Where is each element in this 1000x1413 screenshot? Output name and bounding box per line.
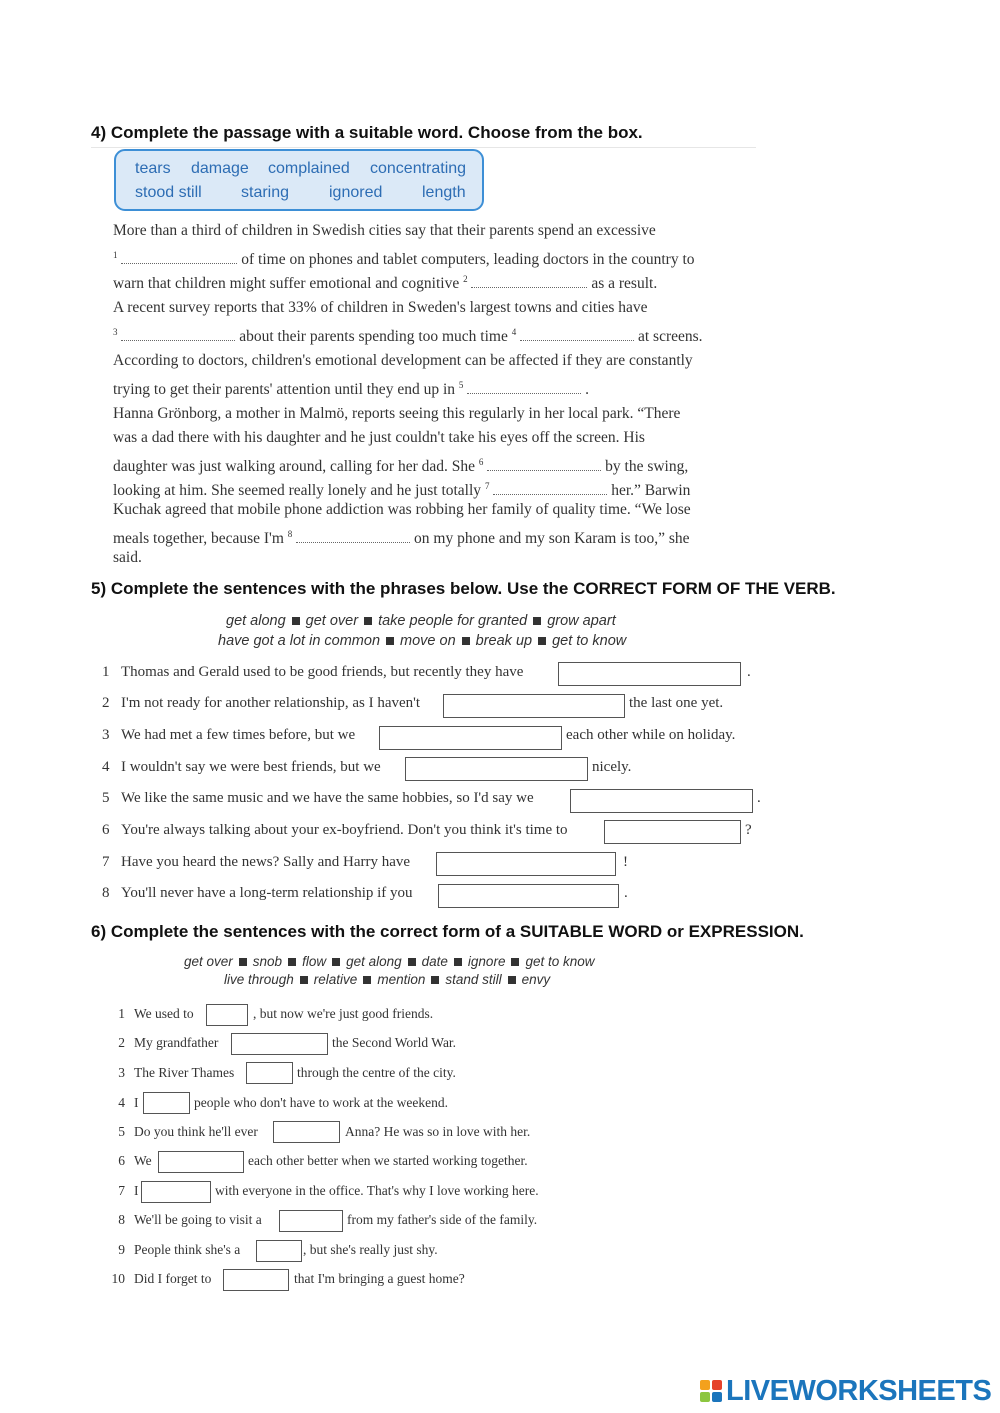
answer-input[interactable]: [231, 1033, 328, 1055]
passage-text: of time on phones and tablet computers, leading doctors in the country to: [241, 251, 695, 269]
gap-number: 1: [113, 250, 118, 260]
passage-line: [113, 373, 763, 402]
logo-square: [712, 1392, 722, 1402]
word-box-item: ignored: [329, 184, 383, 201]
logo-square: [712, 1380, 722, 1390]
phrase: flow: [302, 954, 327, 969]
passage-text: warn that children might suffer emotional and cognitive: [113, 275, 460, 293]
word-box-item: staring: [241, 184, 290, 201]
sentence-number: 7: [102, 854, 110, 870]
logo-square: [700, 1380, 710, 1390]
liveworksheets-logo[interactable]: [700, 1376, 991, 1406]
section-6-heading: 6) Complete the sentences with the correct form of a SUITABLE WORD or EXPRESSION.: [91, 922, 804, 941]
sentence-text: with everyone in the office. That's why I love working here.: [215, 1183, 539, 1198]
gap-1[interactable]: [121, 249, 237, 264]
sentence-number: 4: [102, 759, 110, 775]
gap-number: 5: [458, 380, 464, 390]
phrase: get over: [305, 613, 359, 629]
sentence-text: the last one yet.: [629, 695, 724, 711]
bullet-icon: [462, 637, 470, 645]
passage-text: meals together, because I'm: [113, 530, 284, 548]
answer-input[interactable]: [158, 1151, 244, 1173]
passage-line: Hanna Grönborg, a mother in Malmö, reports seeing this regularly in her local park. “There: [113, 405, 681, 422]
sentence-number: 4: [118, 1095, 125, 1110]
answer-input[interactable]: [558, 662, 741, 686]
phrase: grow apart: [547, 613, 616, 629]
sentence-number: 10: [111, 1271, 125, 1286]
bullet-icon: [408, 958, 416, 966]
gap-number: 6: [478, 457, 484, 467]
passage-line: [113, 320, 763, 349]
answer-input[interactable]: [273, 1121, 340, 1143]
phrase: move on: [400, 633, 456, 649]
sentence-text: .: [624, 885, 628, 901]
gap-6[interactable]: [487, 456, 601, 471]
passage-line: More than a third of children in Swedish cities say that their parents spend an excessive: [113, 222, 656, 239]
section-4-heading: 4) Complete the passage with a suitable word. Choose from the box.: [91, 123, 643, 142]
sentence-number: 8: [102, 885, 110, 901]
sentence-text: Did I forget to: [134, 1271, 212, 1286]
sentence-text: each other better when we started working together.: [248, 1153, 528, 1168]
answer-input[interactable]: [379, 726, 562, 750]
passage-text: her.” Barwin: [611, 482, 691, 500]
passage-text: about their parents spending too much time: [239, 328, 508, 346]
sentence-text: I: [134, 1183, 139, 1198]
gap-7[interactable]: [493, 480, 607, 495]
word-box-item: length: [422, 184, 466, 201]
word-box-item: tears: [135, 160, 171, 177]
bullet-icon: [511, 958, 519, 966]
sentence-number: 5: [118, 1124, 125, 1139]
phrase: snob: [252, 954, 283, 969]
sentence-number: 6: [102, 822, 110, 838]
phrase: get along: [226, 613, 286, 629]
passage-text: trying to get their parents' attention until they end up in: [113, 381, 455, 399]
answer-input[interactable]: [405, 757, 588, 781]
phrase: get over: [184, 954, 233, 969]
sentence-text: I'm not ready for another relationship, as I haven't: [121, 695, 421, 711]
sentence-text: You're always talking about your ex-boyfriend. Don't you think it's time to: [121, 822, 568, 838]
sentence-number: 2: [102, 695, 110, 711]
sentence-text: , but now we're just good friends.: [253, 1006, 434, 1021]
sentence-text: My grandfather: [134, 1035, 219, 1050]
phrase: date: [421, 954, 448, 969]
sentence-text: , but she's really just shy.: [303, 1242, 438, 1257]
bullet-icon: [288, 958, 296, 966]
sentence-text: We had met a few times before, but we: [121, 727, 356, 743]
passage-text: .: [585, 381, 589, 399]
phrase: get along: [346, 954, 402, 969]
sentence-number: 2: [118, 1035, 125, 1050]
sentence-text: We like the same music and we have the same hobbies, so I'd say we: [121, 790, 534, 806]
sentence-text: People think she's a: [134, 1242, 241, 1257]
sentence-number: 1: [102, 664, 110, 680]
sentence-number: 7: [118, 1183, 125, 1198]
word-box-item: damage: [191, 160, 249, 177]
phrase: ignore: [467, 954, 506, 969]
phrase-row: [224, 972, 550, 987]
sentence-number: 9: [118, 1242, 125, 1257]
answer-input[interactable]: [443, 694, 625, 718]
sentence-text: .: [757, 790, 761, 806]
sentence-number: 3: [102, 727, 110, 743]
phrase-row: [218, 633, 626, 649]
gap-3[interactable]: [121, 326, 235, 341]
sentence-text: people who don't have to work at the weekend.: [194, 1095, 448, 1110]
sentence-text: Thomas and Gerald used to be good friends, but recently they have: [121, 664, 524, 680]
word-box-item: complained: [268, 160, 350, 177]
passage-line: was a dad there with his daughter and he just couldn't take his eyes off the screen. His: [113, 429, 645, 446]
answer-input[interactable]: [570, 789, 753, 813]
passage-text: looking at him. She seemed really lonely and he just totally: [113, 482, 482, 500]
bullet-icon: [454, 958, 462, 966]
phrase: break up: [475, 633, 533, 649]
sentence-number: 1: [118, 1006, 125, 1021]
bullet-icon: [239, 958, 247, 966]
sentence-text: from my father's side of the family.: [347, 1212, 538, 1227]
sentence-text: The River Thames: [134, 1065, 235, 1080]
phrase: envy: [521, 972, 551, 987]
sentence-text: through the centre of the city.: [297, 1065, 456, 1080]
answer-input[interactable]: [223, 1269, 289, 1291]
passage-line: A recent survey reports that 33% of children in Sweden's largest towns and cities have: [113, 299, 648, 316]
passage-text: on my phone and my son Karam is too,” she: [414, 530, 690, 548]
phrase: live through: [224, 972, 294, 987]
logo-icon: [700, 1380, 722, 1402]
logo-square: [700, 1392, 710, 1402]
sentence-text: ?: [745, 822, 752, 838]
phrase: get to know: [525, 954, 595, 969]
bullet-icon: [533, 617, 541, 625]
phrase: take people for granted: [378, 613, 528, 629]
sentence-number: 5: [102, 790, 110, 806]
gap-number: 3: [113, 327, 118, 337]
phrase: have got a lot in common: [218, 633, 381, 649]
sentence-text: Anna? He was so in love with her.: [345, 1124, 531, 1139]
passage-line: According to doctors, children's emotional development can be affected if they are constantly: [113, 352, 693, 369]
answer-input[interactable]: [604, 820, 741, 844]
word-box-item: concentrating: [370, 160, 467, 177]
sentence-number: 3: [118, 1065, 125, 1080]
passage-line: said.: [113, 549, 142, 566]
sentence-number: 8: [118, 1212, 125, 1227]
sentence-text: I: [134, 1095, 139, 1110]
sentence-text: that I'm bringing a guest home?: [294, 1271, 465, 1286]
bullet-icon: [364, 617, 372, 625]
phrase: stand still: [445, 972, 502, 987]
gap-number: 7: [484, 481, 490, 491]
sentence-text: We'll be going to visit a: [134, 1212, 262, 1227]
gap-number: 8: [287, 529, 293, 539]
sentence-text: I wouldn't say we were best friends, but we: [121, 759, 381, 775]
sentence-text: !: [623, 854, 628, 870]
gap-number: 2: [463, 274, 468, 284]
answer-input[interactable]: [256, 1240, 302, 1262]
bullet-icon: [332, 958, 340, 966]
word-box: [114, 149, 484, 211]
passage-line: Kuchak agreed that mobile phone addiction was robbing her family of quality time. “We lose: [113, 501, 691, 518]
logo-text: LIVEWORKSHEETS: [726, 1374, 992, 1407]
sentence-text: each other while on holiday.: [566, 727, 736, 743]
passage-text: as a result.: [591, 275, 658, 293]
phrase: get to know: [552, 633, 627, 649]
answer-input[interactable]: [143, 1092, 190, 1114]
passage-text: daughter was just walking around, calling for her dad. She: [113, 458, 476, 476]
phrase-row: [184, 954, 595, 969]
bullet-icon: [363, 976, 371, 984]
answer-input[interactable]: [436, 852, 616, 876]
answer-input[interactable]: [141, 1181, 211, 1203]
phrase-row: [226, 613, 616, 629]
gap-5[interactable]: [467, 379, 581, 394]
bullet-icon: [386, 637, 394, 645]
answer-input[interactable]: [279, 1210, 343, 1232]
sentence-text: You'll never have a long-term relationship if you: [121, 885, 413, 901]
sentence-number: 6: [118, 1153, 125, 1168]
passage-text: at screens.: [637, 328, 703, 346]
phrase: relative: [313, 972, 358, 987]
answer-input[interactable]: [206, 1004, 248, 1026]
sentence-text: Do you think he'll ever: [134, 1124, 258, 1139]
gap-2[interactable]: [471, 273, 587, 288]
bullet-icon: [508, 976, 516, 984]
bullet-icon: [431, 976, 439, 984]
sentence-text: We: [134, 1153, 152, 1168]
gap-number: 4: [511, 327, 517, 337]
bullet-icon: [300, 976, 308, 984]
sentence-text: We used to: [134, 1006, 194, 1021]
section-5-heading: 5) Complete the sentences with the phrases below. Use the CORRECT FORM OF THE VERB.: [91, 579, 836, 598]
passage-line: [113, 267, 763, 296]
sentence-text: .: [747, 664, 751, 680]
gap-4[interactable]: [520, 326, 634, 341]
bullet-icon: [292, 617, 300, 625]
sentence-text: Have you heard the news? Sally and Harry have: [121, 854, 411, 870]
sentence-text: nicely.: [592, 759, 632, 775]
bullet-icon: [538, 637, 546, 645]
answer-input[interactable]: [438, 884, 619, 908]
gap-8[interactable]: [296, 528, 410, 543]
answer-input[interactable]: [246, 1062, 293, 1084]
divider: [91, 147, 756, 148]
passage-text: by the swing,: [605, 458, 689, 476]
word-box-item: stood still: [135, 184, 202, 201]
sentence-text: the Second World War.: [332, 1035, 457, 1050]
phrase: mention: [377, 972, 426, 987]
